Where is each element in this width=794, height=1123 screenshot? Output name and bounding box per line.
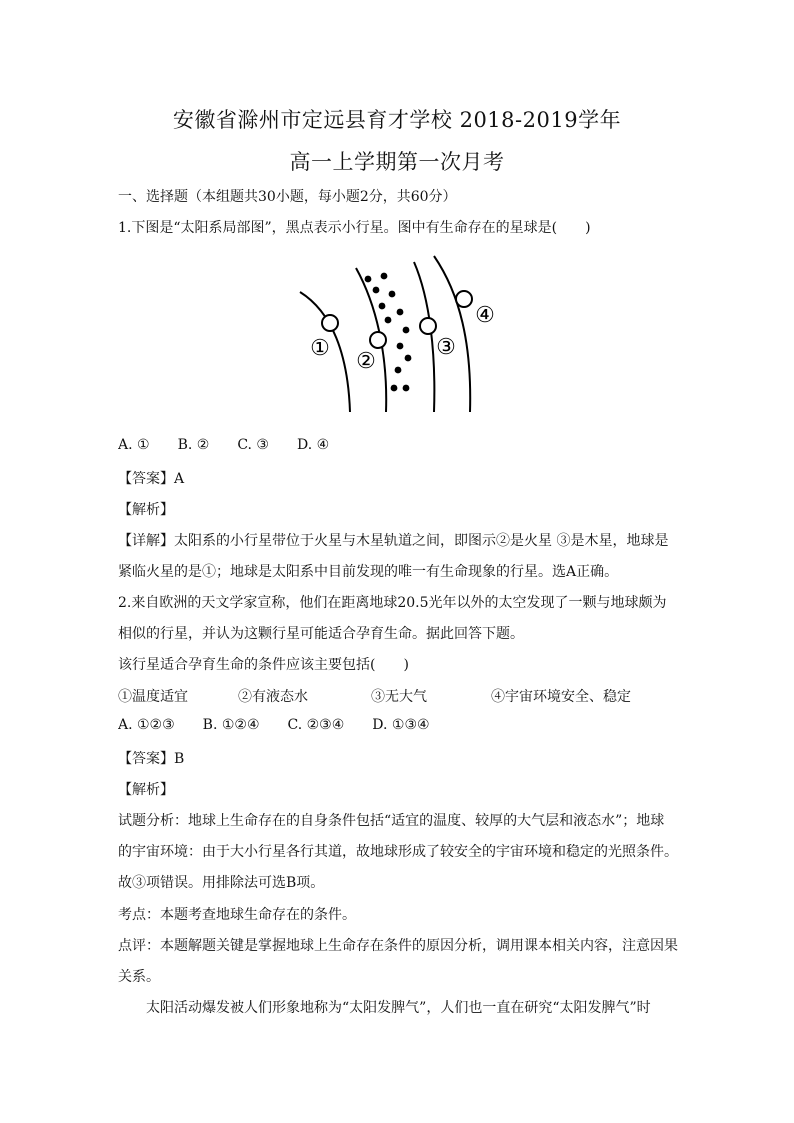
planet-3 (420, 318, 436, 334)
q2-stem-line2: 相似的行星，并认为这颗行星可能适合孕育生命。据此回答下题。 (118, 626, 524, 642)
asteroid (403, 385, 410, 392)
q1-analysis-title: 【解析】 (118, 502, 174, 518)
q2-conditions (118, 686, 688, 706)
q1-stem: 1.下图是“太阳系局部图”，黑点表示小行星。图中有生命存在的星球是( ) (118, 220, 591, 236)
asteroid (395, 367, 402, 374)
q2-condition-3: ③无大气 (371, 689, 427, 705)
q2-analysis-line2: 的宇宙环境：由于大小行星各行其道，故地球形成了较安全的宇宙环境和稳定的光照条件。 (118, 844, 678, 860)
q2-analysis-line3: 故③项错误。用排除法可选B项。 (118, 875, 325, 891)
doc-title-line1: 安徽省滁州市定远县育才学校 2018-2019学年 (172, 108, 622, 132)
q2-option-d: D. ①③④ (372, 717, 430, 733)
solar-system-figure (296, 254, 506, 414)
q2-dianping-line2: 关系。 (118, 969, 160, 985)
planet-2 (370, 332, 386, 348)
asteroid (381, 273, 388, 280)
q1-option-a: A. ① (118, 437, 150, 453)
figure-label-4: ④ (475, 303, 495, 328)
asteroid (405, 355, 412, 362)
q2-stem-line1: 2.来自欧洲的天文学家宣称，他们在距离地球20.5光年以外的太空发现了一颗与地球颇为 (118, 595, 667, 611)
q2-dianping-line1: 点评：本题解题关键是掌握地球上生命存在条件的原因分析，调用课本相关内容，注意因果 (118, 938, 678, 954)
planet-4 (456, 291, 472, 307)
orbit-3 (414, 262, 434, 412)
asteroid (385, 317, 392, 324)
q1-option-c: C. ③ (237, 437, 269, 453)
asteroid (373, 287, 380, 294)
asteroid (379, 303, 386, 310)
orbit-4 (434, 256, 470, 412)
q1-answer: 【答案】A (118, 471, 185, 487)
figure-label-1: ① (310, 336, 330, 361)
asteroid (403, 327, 410, 334)
q2-condition-1: ①温度适宜 (118, 689, 188, 705)
q2-answer: 【答案】B (118, 751, 185, 767)
asteroid (391, 385, 398, 392)
q1-detail-line2: 紧临火星的是①；地球是太阳系中目前发现的唯一有生命现象的行星。选A正确。 (118, 564, 619, 580)
q2-analysis-title: 【解析】 (118, 782, 174, 798)
asteroid (397, 343, 404, 350)
asteroid (365, 276, 372, 283)
q1-option-d: D. ④ (296, 437, 330, 453)
q3-intro: 太阳活动爆发被人们形象地称为“太阳发脾气”，人们也一直在研究“太阳发脾气”时 (146, 1000, 651, 1016)
q2-analysis-line1: 试题分析：地球上生命存在的自身条件包括“适宜的温度、较厚的大气层和液态水”；地球 (118, 813, 665, 829)
asteroid (389, 291, 396, 298)
figure-label-3: ③ (436, 335, 456, 360)
q2-condition-4: ④宇宙环境安全、稳定 (491, 689, 631, 705)
planet-1 (322, 315, 338, 331)
q1-detail-line1: 【详解】太阳系的小行星带位于火星与木星轨道之间，即图示②是火星 ③是木星，地球是 (118, 533, 669, 549)
q2-option-b: B. ①②④ (202, 717, 260, 733)
section-heading: 一、选择题（本组题共30小题，每小题2分，共60分） (118, 189, 457, 205)
q2-substem: 该行星适合孕育生命的条件应该主要包括( ) (118, 657, 409, 673)
q2-option-c: C. ②③④ (287, 717, 345, 733)
q2-option-a: A. ①②③ (118, 717, 175, 733)
q1-options (118, 437, 688, 453)
q1-option-b: B. ② (177, 437, 210, 453)
q2-options (118, 717, 688, 733)
q2-kaodian: 考点：本题考查地球生命存在的条件。 (118, 907, 356, 923)
q2-condition-2: ②有液态水 (238, 689, 308, 705)
asteroid (397, 309, 404, 316)
doc-title-line2: 高一上学期第一次月考 (289, 150, 505, 174)
figure-label-2: ② (356, 349, 376, 374)
